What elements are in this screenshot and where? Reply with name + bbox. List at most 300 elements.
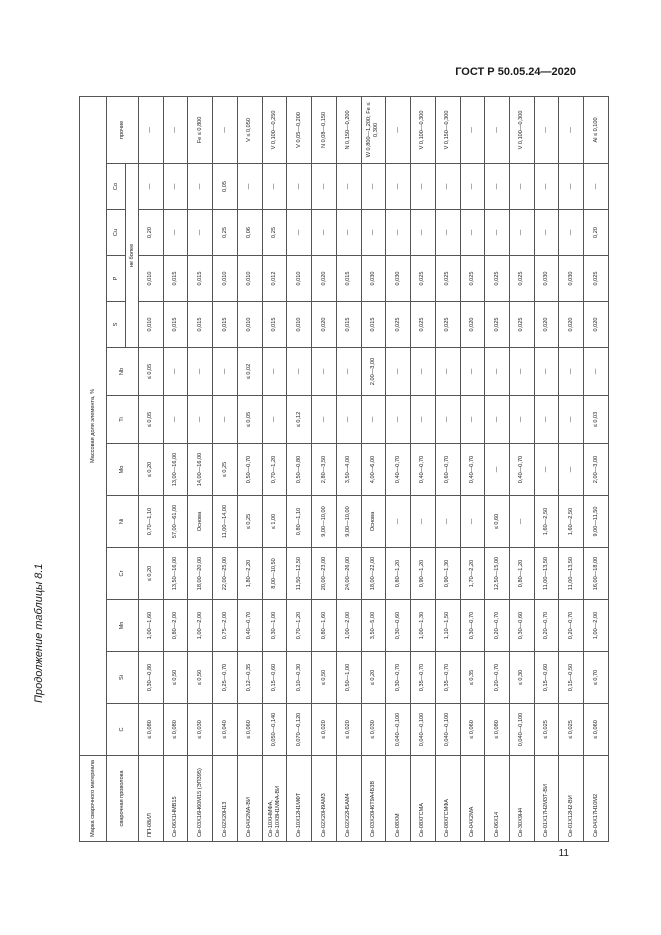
value-cell: ≤ 0,25 [237, 496, 262, 548]
value-cell: — [559, 164, 584, 210]
value-cell: 0,30—0,70 [386, 652, 411, 704]
value-cell: 0,020 [312, 302, 337, 348]
table-row [287, 96, 312, 841]
value-cell: 0,70—1,20 [262, 444, 287, 496]
value-cell: — [262, 164, 287, 210]
value-cell: ≤ 0,20 [139, 444, 164, 496]
value-cell: ≤ 0,03 [584, 396, 609, 444]
value-cell: — [559, 210, 584, 256]
value-cell: — [411, 396, 436, 444]
table-row [336, 96, 361, 841]
value-cell: — [386, 164, 411, 210]
material-cell: ПП-08ИЛ [139, 756, 164, 842]
value-cell: 0,12—0,35 [237, 652, 262, 704]
material-cell: Св-04Х17Н10М2 [584, 756, 609, 842]
value-cell: 0,040—0,100 [411, 704, 436, 756]
value-cell: 0,020 [584, 302, 609, 348]
value-cell: 0,15—0,50 [559, 652, 584, 704]
value-cell: 0,50—0,70 [237, 444, 262, 496]
value-cell: 0,020 [312, 256, 337, 302]
mass-fraction-header: Массовая доля элемента, % [80, 96, 107, 755]
value-cell: 0,010 [287, 302, 312, 348]
value-cell: — [213, 348, 238, 396]
material-cell: Св-01Х17Н2М3Т-ВИ [534, 756, 559, 842]
table-row [386, 96, 411, 841]
material-cell: Св-02Х20Н9АМ3 [312, 756, 337, 842]
table-body [139, 96, 609, 841]
value-cell: ≤ 0,020 [336, 704, 361, 756]
table-row [534, 96, 559, 841]
value-cell: — [262, 396, 287, 444]
value-cell: — [139, 96, 164, 163]
value-cell: 1,60—2,50 [534, 496, 559, 548]
table-row [139, 96, 164, 841]
value-cell: ≤ 0,080 [163, 704, 188, 756]
value-cell: 3,50—4,00 [336, 444, 361, 496]
value-cell: V 0,150—0,300 [435, 96, 460, 163]
value-cell: — [510, 210, 535, 256]
value-cell: 0,25 [213, 210, 238, 256]
table-row [312, 96, 337, 841]
value-cell: ≤ 0,025 [534, 704, 559, 756]
value-cell: — [386, 96, 411, 163]
value-cell: 0,20—0,70 [485, 652, 510, 704]
value-cell: ≤ 0,35 [460, 652, 485, 704]
value-cell: 0,025 [584, 256, 609, 302]
material-cell: Св-08ХГСМА [411, 756, 436, 842]
value-cell: 0,015 [361, 302, 386, 348]
value-cell: 0,025 [510, 256, 535, 302]
value-cell: 0,010 [139, 302, 164, 348]
value-cell: 0,050—0,140 [262, 704, 287, 756]
value-cell: 0,30—0,80 [139, 652, 164, 704]
value-cell: 2,80—3,50 [312, 444, 337, 496]
value-cell: ≤ 0,060 [584, 704, 609, 756]
value-cell: 0,40—0,70 [411, 444, 436, 496]
value-cell: 0,30—0,60 [386, 600, 411, 652]
value-cell: — [485, 444, 510, 496]
value-cell: — [361, 210, 386, 256]
value-cell: — [435, 210, 460, 256]
value-cell: 18,00—20,00 [188, 548, 213, 600]
value-cell: 1,80—2,20 [237, 548, 262, 600]
value-cell: 0,50—1,00 [336, 652, 361, 704]
value-cell: 16,00—18,00 [584, 548, 609, 600]
value-cell: ≤ 0,030 [361, 704, 386, 756]
value-cell: — [460, 210, 485, 256]
value-cell: 0,25—0,70 [213, 652, 238, 704]
value-cell: 12,50—15,00 [485, 548, 510, 600]
value-cell: ≤ 0,30 [510, 652, 535, 704]
value-cell: 9,00—11,50 [584, 496, 609, 548]
value-cell: 0,75—2,00 [213, 600, 238, 652]
value-cell: — [460, 96, 485, 163]
value-cell: 0,20 [139, 210, 164, 256]
value-cell: — [460, 348, 485, 396]
value-cell: — [510, 496, 535, 548]
value-cell: 0,80—2,00 [163, 600, 188, 652]
value-cell: 13,00—16,00 [163, 444, 188, 496]
value-cell: 1,00—1,60 [139, 600, 164, 652]
value-cell: ≤ 0,060 [460, 704, 485, 756]
value-cell: 0,50—0,80 [287, 444, 312, 496]
material-cell: Св-06Х14 [485, 756, 510, 842]
value-cell: ≤ 0,025 [559, 704, 584, 756]
value-cell: — [336, 348, 361, 396]
column-header: P [107, 256, 126, 302]
value-cell: — [534, 210, 559, 256]
value-cell: — [411, 210, 436, 256]
material-cell: Св-01Х12Н2-ВИ [559, 756, 584, 842]
value-cell: 0,35—0,70 [411, 652, 436, 704]
value-cell: ≤ 0,50 [188, 652, 213, 704]
table-row [361, 96, 386, 841]
value-cell: 0,015 [188, 302, 213, 348]
column-header: S [107, 302, 126, 348]
value-cell: 0,015 [213, 302, 238, 348]
value-cell: 0,030 [559, 256, 584, 302]
value-cell: — [237, 164, 262, 210]
value-cell: 0,020 [460, 302, 485, 348]
value-cell: 0,070—0,120 [287, 704, 312, 756]
value-cell: 0,030 [534, 256, 559, 302]
value-cell: ≤ 0,70 [584, 652, 609, 704]
value-cell: 0,010 [287, 256, 312, 302]
value-cell: ≤ 0,25 [213, 444, 238, 496]
material-cell: Св-02Х20Н13 [213, 756, 238, 842]
value-cell: 1,60—2,50 [559, 496, 584, 548]
value-cell: 8,00—10,50 [262, 548, 287, 600]
value-cell: 0,010 [139, 256, 164, 302]
value-cell: 0,15—0,60 [262, 652, 287, 704]
material-cell: Св-30Х9Н4 [510, 756, 535, 842]
value-cell: ≤ 0,50 [312, 652, 337, 704]
value-cell: — [336, 210, 361, 256]
value-cell: — [485, 96, 510, 163]
value-cell: 0,025 [485, 302, 510, 348]
value-cell: — [188, 164, 213, 210]
material-cell: Св-04Х2МА [460, 756, 485, 842]
column-header: Co [107, 164, 126, 210]
value-cell: 2,00—3,00 [584, 444, 609, 496]
table-row [460, 96, 485, 841]
value-cell: V 0,100—0,300 [411, 96, 436, 163]
value-cell: Al ≤ 0,100 [584, 96, 609, 163]
not-more-header: не более [126, 164, 139, 348]
value-cell: ≤ 0,030 [188, 704, 213, 756]
value-cell: 0,010 [213, 256, 238, 302]
value-cell: 11,50—12,50 [287, 548, 312, 600]
value-cell: 0,012 [262, 256, 287, 302]
material-cell: Св-08ХМ [386, 756, 411, 842]
value-cell: — [287, 164, 312, 210]
value-cell: — [510, 348, 535, 396]
value-cell: — [435, 396, 460, 444]
page-number: 11 [558, 848, 569, 859]
value-cell: 0,025 [435, 302, 460, 348]
value-cell: 0,015 [188, 256, 213, 302]
value-cell: ≤ 0,080 [485, 704, 510, 756]
value-cell: 22,00—25,00 [213, 548, 238, 600]
value-cell: — [163, 96, 188, 163]
value-cell: — [534, 444, 559, 496]
value-cell: 0,010 [237, 256, 262, 302]
document-header: ГОСТ Р 50.05.24—2020 [455, 66, 576, 78]
value-cell: — [163, 348, 188, 396]
value-cell: ≤ 0,05 [139, 396, 164, 444]
column-header: Ti [107, 396, 139, 444]
value-cell: — [510, 396, 535, 444]
material-header: Марка сварочного материала [80, 756, 107, 842]
value-cell: V 0,05—0,200 [287, 96, 312, 163]
value-cell: ≤ 0,60 [485, 496, 510, 548]
value-cell: — [188, 210, 213, 256]
value-cell: 0,020 [559, 302, 584, 348]
value-cell: V ≤ 0,050 [237, 96, 262, 163]
value-cell: 4,00—6,00 [361, 444, 386, 496]
value-cell: — [213, 396, 238, 444]
value-cell: 1,00—2,00 [584, 600, 609, 652]
value-cell: 1,00—1,30 [411, 600, 436, 652]
value-cell: — [312, 396, 337, 444]
material-cell: Св-08ХГСМФА [435, 756, 460, 842]
column-header: Mn [107, 600, 139, 652]
value-cell: 0,015 [163, 256, 188, 302]
value-cell: — [361, 396, 386, 444]
value-cell: 0,90—1,30 [435, 548, 460, 600]
value-cell: 9,00—10,00 [312, 496, 337, 548]
value-cell: 0,15—0,60 [534, 652, 559, 704]
value-cell: 0,025 [386, 302, 411, 348]
rotated-table [79, 97, 609, 842]
value-cell: 0,80—1,60 [312, 600, 337, 652]
value-cell: — [584, 164, 609, 210]
value-cell: — [460, 396, 485, 444]
value-cell: 0,010 [237, 302, 262, 348]
value-cell: 0,025 [411, 302, 436, 348]
table-row [435, 96, 460, 841]
table-row [163, 96, 188, 841]
value-cell: — [336, 164, 361, 210]
material-cell: Св-02Х22Н5АМ4 [336, 756, 361, 842]
value-cell: N 0,08—0,150 [312, 96, 337, 163]
value-cell: — [312, 348, 337, 396]
value-cell: — [411, 348, 436, 396]
value-cell: 0,25 [262, 210, 287, 256]
value-cell: — [188, 396, 213, 444]
value-cell: 0,030 [361, 256, 386, 302]
value-cell: 0,40—0,70 [386, 444, 411, 496]
value-cell: W 0,800—1,200; Fe ≤ 0,300 [361, 96, 386, 163]
value-cell: 0,015 [336, 256, 361, 302]
value-cell: 0,040—0,100 [386, 704, 411, 756]
value-cell: 0,80—1,20 [510, 548, 535, 600]
value-cell: 18,00—22,00 [361, 548, 386, 600]
value-cell: — [485, 210, 510, 256]
value-cell: 1,70—2,20 [460, 548, 485, 600]
value-cell: ≤ 0,02 [237, 348, 262, 396]
table-row [559, 96, 584, 841]
value-cell: — [386, 496, 411, 548]
column-header: Nb [107, 348, 139, 396]
value-cell: 0,80—1,10 [287, 496, 312, 548]
value-cell: 0,80—1,20 [386, 548, 411, 600]
value-cell: 1,00—2,00 [336, 600, 361, 652]
value-cell: ≤ 1,00 [262, 496, 287, 548]
value-cell: — [287, 210, 312, 256]
value-cell: 0,025 [460, 256, 485, 302]
value-cell: 11,00—13,50 [534, 548, 559, 600]
value-cell: ≤ 0,50 [163, 652, 188, 704]
value-cell: 0,30—1,00 [262, 600, 287, 652]
value-cell: — [386, 210, 411, 256]
value-cell: 9,00—10,00 [336, 496, 361, 548]
value-cell: — [213, 96, 238, 163]
column-header: Cr [107, 548, 139, 600]
value-cell: — [559, 396, 584, 444]
value-cell: — [287, 348, 312, 396]
value-cell: 57,00—61,00 [163, 496, 188, 548]
value-cell: ≤ 0,080 [139, 704, 164, 756]
value-cell: 1,00—2,00 [188, 600, 213, 652]
material-cell: Св-03Х16Н60М15 (ЭП395) [188, 756, 213, 842]
value-cell: ≤ 0,020 [312, 704, 337, 756]
column-header: Si [107, 652, 139, 704]
value-cell: 0,020 [534, 302, 559, 348]
value-cell: — [534, 96, 559, 163]
value-cell: 0,030 [386, 256, 411, 302]
value-cell: — [534, 348, 559, 396]
value-cell: 24,00—26,00 [336, 548, 361, 600]
caption-wrapper [33, 563, 47, 703]
table-row [213, 96, 238, 841]
value-cell: — [163, 164, 188, 210]
value-cell: — [460, 164, 485, 210]
value-cell: — [336, 396, 361, 444]
value-cell: Основа [361, 496, 386, 548]
value-cell: 0,70—1,20 [287, 600, 312, 652]
material-cell: Св-06Х1НМВ15 [163, 756, 188, 842]
value-cell: 2,00—3,00 [361, 348, 386, 396]
welding-wire-header: сварочная проволока [107, 756, 139, 842]
value-cell: 0,015 [262, 302, 287, 348]
value-cell: 0,60—0,70 [435, 444, 460, 496]
table-row [485, 96, 510, 841]
value-cell: 0,06 [237, 210, 262, 256]
value-cell: 0,025 [435, 256, 460, 302]
value-cell: — [435, 164, 460, 210]
value-cell: — [485, 348, 510, 396]
value-cell: — [559, 444, 584, 496]
value-cell: 1,10—1,50 [435, 600, 460, 652]
value-cell: 3,50—5,00 [361, 600, 386, 652]
value-cell: 0,025 [485, 256, 510, 302]
column-header: Ni [107, 496, 139, 548]
value-cell: — [312, 210, 337, 256]
value-cell: 0,30—0,60 [510, 600, 535, 652]
value-cell: V 0,100—0,300 [510, 96, 535, 163]
material-cell: Св-04Х2МА-ВИ [237, 756, 262, 842]
column-header: C [107, 704, 139, 756]
value-cell: — [534, 396, 559, 444]
value-cell: ≤ 0,060 [237, 704, 262, 756]
table-row [188, 96, 213, 841]
value-cell: — [435, 496, 460, 548]
value-cell: — [163, 210, 188, 256]
value-cell: N 0,150—0,200 [336, 96, 361, 163]
value-cell: — [534, 164, 559, 210]
value-cell: — [411, 164, 436, 210]
value-cell: — [460, 496, 485, 548]
value-cell: — [435, 348, 460, 396]
value-cell: — [485, 396, 510, 444]
value-cell: — [485, 164, 510, 210]
table-row [510, 96, 535, 841]
composition-table [79, 96, 609, 842]
column-header: прочие [107, 96, 139, 163]
value-cell: — [188, 348, 213, 396]
value-cell: — [163, 396, 188, 444]
value-cell: — [411, 496, 436, 548]
table-row [237, 96, 262, 841]
value-cell: 0,40—0,70 [510, 444, 535, 496]
value-cell: 0,040—0,100 [510, 704, 535, 756]
value-cell: ≤ 0,040 [213, 704, 238, 756]
value-cell: — [262, 348, 287, 396]
value-cell: 20,00—23,00 [312, 548, 337, 600]
material-cell: Св-03Х20Н6Т9А4Б3В [361, 756, 386, 842]
value-cell: 0,040—0,100 [435, 704, 460, 756]
value-cell: — [312, 164, 337, 210]
value-cell: Fe ≤ 0,800 [188, 96, 213, 163]
material-cell: Св-10ХНМФА, Св-10Х8Н1МФА-ВИ [262, 756, 287, 842]
value-cell: 0,20—0,70 [534, 600, 559, 652]
value-cell: 0,015 [336, 302, 361, 348]
value-cell: 0,20—0,70 [485, 600, 510, 652]
value-cell: 0,20—0,70 [559, 600, 584, 652]
table-row [411, 96, 436, 841]
value-cell: — [386, 348, 411, 396]
value-cell: 11,00—14,00 [213, 496, 238, 548]
table-caption: Продолжение таблицы 8.1 [33, 563, 45, 703]
value-cell: 0,05 [213, 164, 238, 210]
value-cell: ≤ 0,20 [139, 548, 164, 600]
value-cell: 0,015 [163, 302, 188, 348]
value-cell: ≤ 0,12 [287, 396, 312, 444]
value-cell: 0,40—0,70 [237, 600, 262, 652]
value-cell: 0,30—0,70 [460, 600, 485, 652]
table-row [584, 96, 609, 841]
value-cell: 14,00—16,00 [188, 444, 213, 496]
value-cell: V 0,100—0,250 [262, 96, 287, 163]
value-cell: 0,025 [411, 256, 436, 302]
column-header: Mo [107, 444, 139, 496]
value-cell: — [584, 348, 609, 396]
value-cell: 0,70—1,10 [139, 496, 164, 548]
value-cell: Основа [188, 496, 213, 548]
value-cell: 0,90—1,20 [411, 548, 436, 600]
value-cell: ≤ 0,20 [361, 652, 386, 704]
value-cell: 0,20 [584, 210, 609, 256]
value-cell: — [510, 164, 535, 210]
value-cell: 0,40—0,70 [460, 444, 485, 496]
value-cell: ≤ 0,05 [237, 396, 262, 444]
value-cell: 0,10—0,30 [287, 652, 312, 704]
value-cell: — [386, 396, 411, 444]
value-cell: — [361, 164, 386, 210]
table-row [262, 96, 287, 841]
material-cell: Св-10Х12Н1МФТ [287, 756, 312, 842]
